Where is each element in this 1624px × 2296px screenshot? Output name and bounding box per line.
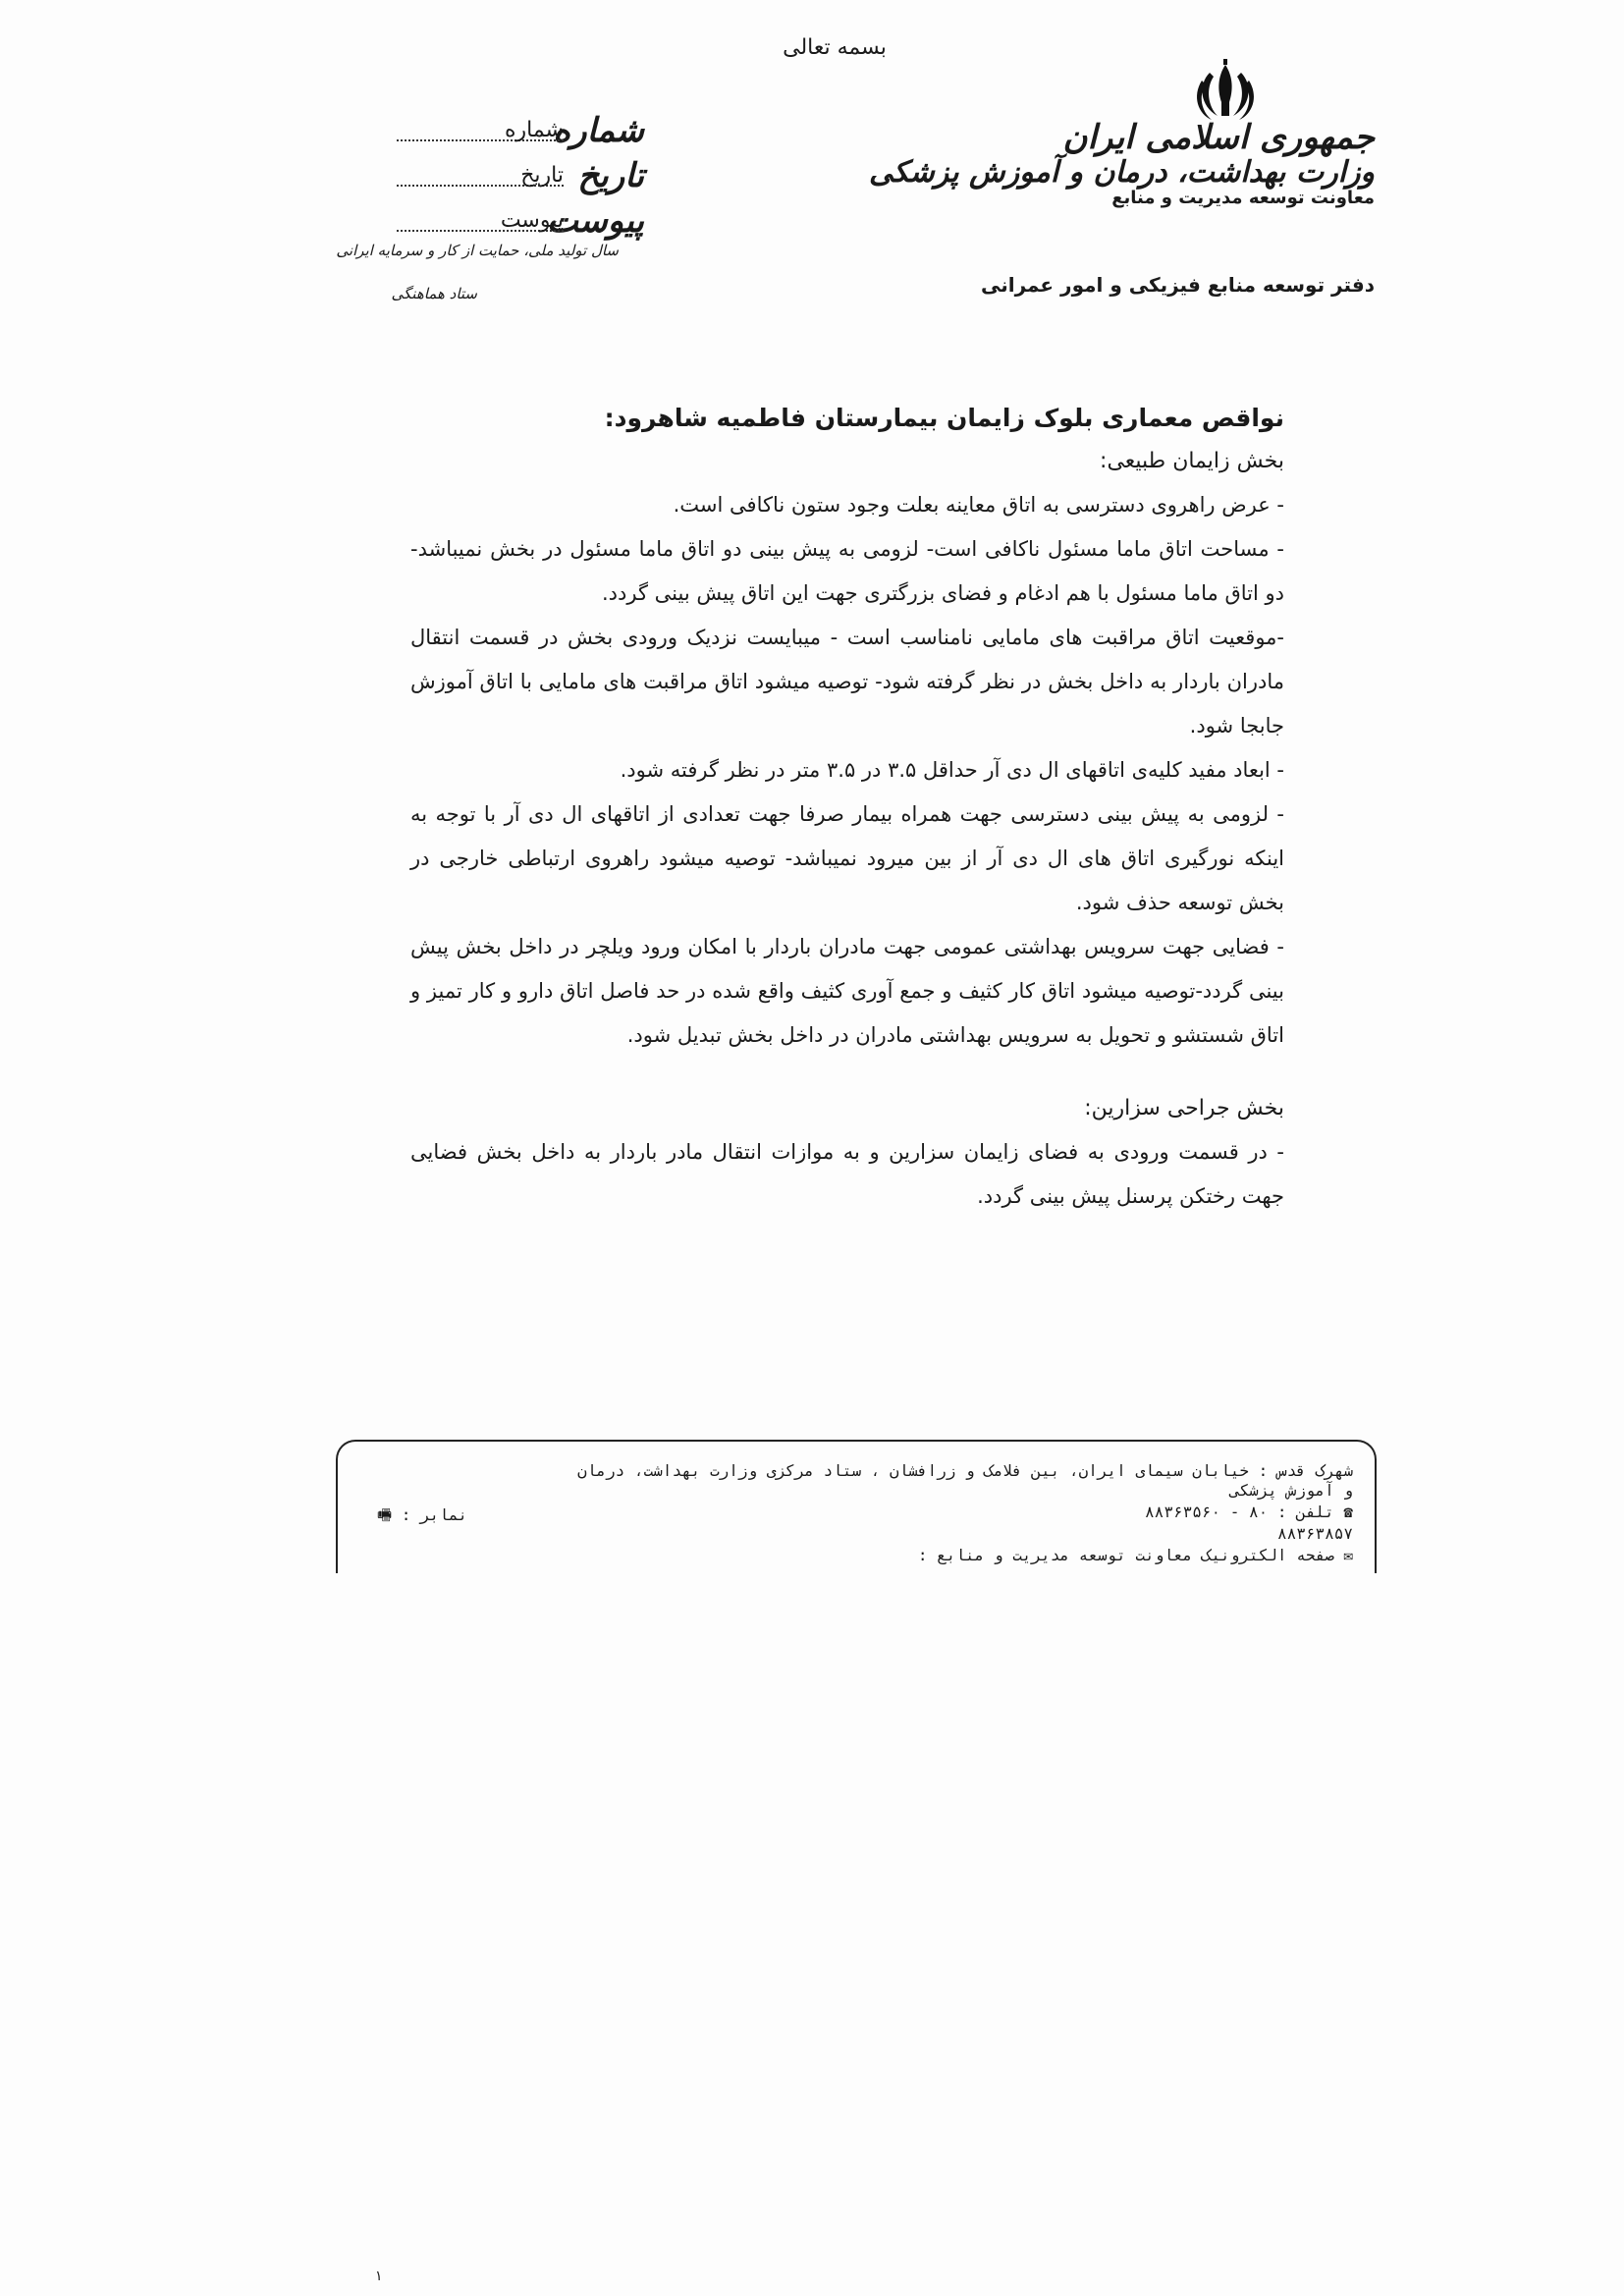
attachment-row [389, 200, 644, 246]
number-label: شماره [553, 111, 644, 150]
list-item: - عرض راهروی دسترسی به اتاق معاینه بعلت وجود ستون ناکافی است. [673, 493, 1284, 517]
list-item: - در قسمت ورودی به فضای زایمان سزارین و به موازات انتقال مادر باردار به داخل بخش فضایی جهت رختکن پرسنل پیش بینی گردد. [410, 1140, 1284, 1208]
letter-body [410, 397, 1284, 1219]
envelope-icon: ✉ [1343, 1546, 1353, 1564]
handwritten-note: ستاد هماهنگی [391, 285, 477, 302]
phone-icon: ☎ [1343, 1503, 1353, 1521]
country-name: جمهوری اسلامی ایران [1062, 118, 1375, 157]
ministry-name: وزارت بهداشت، درمان و آموزش پزشکی [869, 155, 1375, 190]
date-row [389, 155, 644, 200]
attachment-label: پیوست [546, 201, 644, 241]
list-item: - لزومی به پیش بینی دسترسی جهت همراه بیمار صرفا جهت تعدادی از اتاقهای ال دی آر با توجه به اینکه نورگیری اتاق های ال دی آر از بین میرود نمیباشد- توصیه میشود راهروی ارتباطی خارجی در بخش توسعه حذف شود. [410, 802, 1284, 914]
phone-line-2: ۸۸۳۶۳۸۵۷ [1276, 1524, 1353, 1543]
address-line: شهرک قدس : خیابان سیمای ایران، بین فلامک و زرافشان ، ستاد مرکزی وزارت بهداشت، درمان [577, 1461, 1353, 1480]
page-number: ۱ [375, 2269, 383, 2284]
deputy-name: معاونت توسعه مدیریت و منابع [1111, 188, 1375, 208]
fax-line: نمابر : 🖷 [377, 1505, 468, 1524]
number-row [389, 110, 644, 155]
phone-line: ☎ تلفن : ۸۰ - ۸۸۳۶۳۵۶۰ [1145, 1503, 1353, 1521]
address-line: و آموزش پزشکی [1229, 1481, 1353, 1500]
office-name: دفتر توسعه منابع فیزیکی و امور عمرانی [980, 273, 1375, 297]
fax-icon: 🖷 [377, 1505, 393, 1524]
attachment-field: پیوست [397, 206, 564, 232]
letter-meta [389, 110, 644, 246]
list-item: - ابعاد مفید کلیه‌ی اتاقهای ال دی آر حداقل ۳.۵ در ۳.۵ متر در نظر گرفته شود. [620, 758, 1284, 782]
section-heading: بخش زایمان طبیعی: [1100, 449, 1284, 473]
iran-emblem-icon [1188, 57, 1263, 126]
date-field: تاریخ [397, 161, 564, 187]
date-label: تاریخ [577, 156, 644, 195]
section-heading: بخش جراحی سزارین: [1084, 1096, 1284, 1121]
bismillah: بسمه تعالی [783, 35, 887, 60]
email-line: ✉ صفحه الکترونیک معاونت توسعه مدیریت و منابع : [917, 1546, 1353, 1564]
footer-address-box [336, 1440, 1377, 1573]
list-item: - مساحت اتاق ماما مسئول ناکافی است- لزومی به پیش بینی دو اتاق ماما مسئول در بخش نمیباشد- دو اتاق ماما مسئول با هم ادغام و فضای بزرگتری جهت این اتاق پیش بینی گردد. [410, 537, 1284, 605]
list-item: -موقعیت اتاق مراقبت های مامایی نامناسب است - میبایست نزدیک ورودی بخش در قسمت انتقال مادران باردار به داخل بخش در نظر گرفته شود- توصیه میشود اتاق مراقبت های مامایی با اتاق آموزش جابجا شود. [410, 626, 1284, 738]
ministry-header [869, 118, 1375, 210]
number-field: شماره [397, 116, 564, 141]
document-title: نواقص معماری بلوک زایمان بیمارستان فاطمیه شاهرود: [604, 404, 1284, 432]
handwritten-slogan: سال تولید ملی، حمایت از کار و سرمایه ایرانی [336, 242, 619, 259]
list-item: - فضایی جهت سرویس بهداشتی عمومی جهت مادران باردار با امکان ورود ویلچر در داخل بخش پیش بینی گردد-توصیه میشود اتاق کار کثیف و جمع آوری کثیف واقع شده در حد فاصل اتاق دارو و کار تمیز و اتاق شستشو و تحویل به سرویس بهداشتی مادران در داخل بخش تبدیل شود. [410, 935, 1284, 1047]
